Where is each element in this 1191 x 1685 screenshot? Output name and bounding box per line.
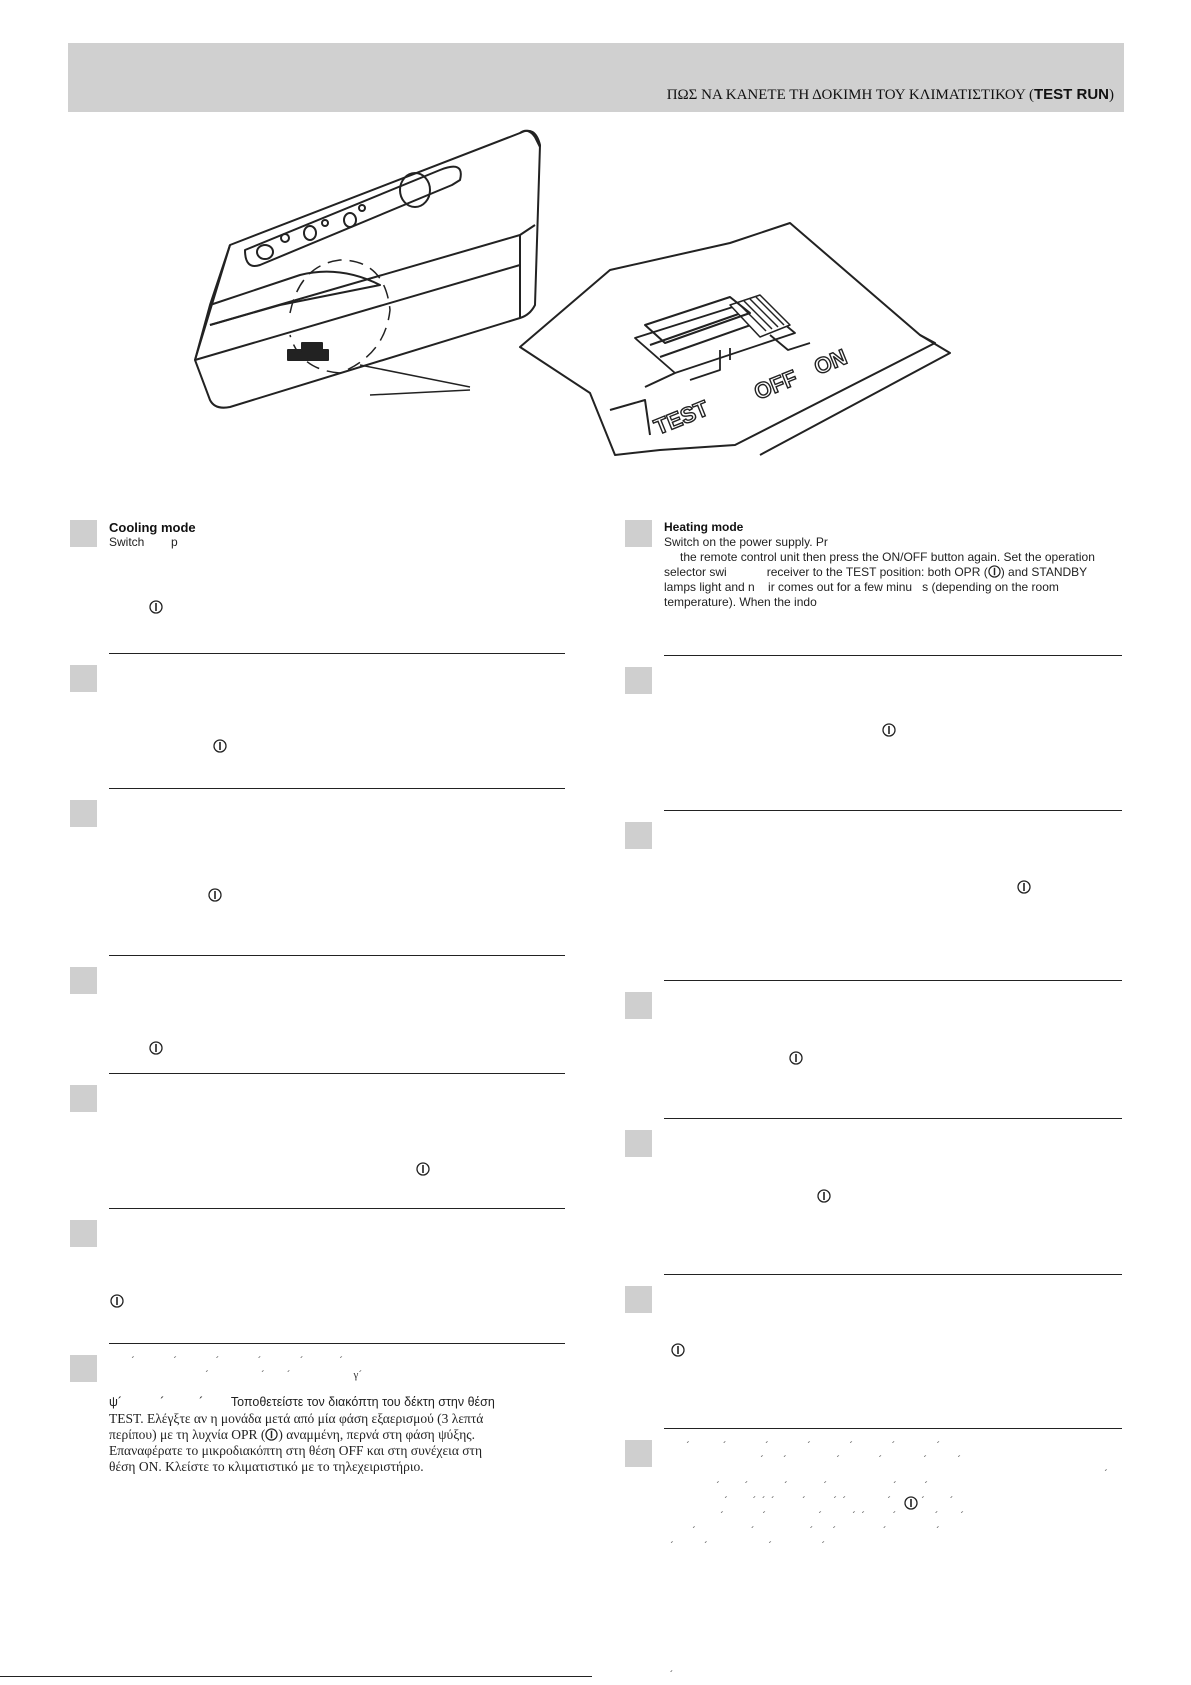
switch-label-test: TEST bbox=[650, 395, 713, 440]
greek-line-5: θέση ON. Κλείστε το κλιματιστικό με το τηλεχειριστήριο. bbox=[109, 1459, 424, 1474]
cooling-mode-text: Switch p bbox=[109, 535, 178, 549]
heating-line-5: temperature). When the indo bbox=[664, 595, 817, 609]
cooling-mode-heading: Cooling mode bbox=[109, 520, 196, 535]
faded-accent-marks: ´ ´ ´ ´ ´ ´ ´ ´ ´ ´ bbox=[724, 1495, 954, 1507]
left-step-3 bbox=[109, 800, 609, 930]
heating-line-3-b: ) and STANDBY bbox=[1000, 565, 1088, 579]
greek-line-3-a: περίπου) με τη λυχνία OPR ( bbox=[109, 1427, 266, 1442]
greek-line-2: TEST. Ελέγξτε αν η μονάδα μετά από μία φάση εξαερισμού (3 λεπτά bbox=[109, 1411, 484, 1426]
separator bbox=[109, 788, 565, 789]
item-square bbox=[70, 800, 97, 827]
opr-symbol-icon bbox=[110, 1294, 124, 1308]
opr-symbol-icon bbox=[789, 1051, 803, 1065]
separator bbox=[109, 1073, 565, 1074]
item-square bbox=[70, 1220, 97, 1247]
opr-symbol-icon bbox=[416, 1162, 430, 1176]
header-bar bbox=[68, 43, 1124, 112]
left-step-6 bbox=[109, 1220, 609, 1330]
right-step-4 bbox=[664, 992, 1122, 1092]
separator bbox=[109, 1208, 565, 1209]
faded-accent-marks: ´ ´ ´ ´ ´ ´ ´ bbox=[686, 1440, 940, 1452]
faded-accent-marks: ´ ´ ´ ´ ´ ´ bbox=[131, 1355, 343, 1367]
item-square bbox=[70, 1085, 97, 1112]
separator bbox=[109, 955, 565, 956]
footer-rule bbox=[0, 1676, 592, 1677]
title-prefix: ΠΩΣ ΝΑ ΚΑΝΕΤΕ ΤΗ ΔΟΚΙΜΗ ΤΟΥ ΚΛΙΜΑΤΙΣΤΙΚΟΥ ( bbox=[666, 87, 1034, 103]
title-bold: TEST RUN bbox=[1034, 86, 1109, 103]
separator bbox=[109, 1343, 565, 1344]
switch-label-on: ON bbox=[810, 344, 851, 380]
title-suffix: ) bbox=[1109, 87, 1114, 103]
separator bbox=[664, 980, 1122, 981]
remote-receiver-illustration bbox=[190, 125, 1010, 470]
cooling-mode-section bbox=[109, 520, 609, 600]
faded-accent-marks: ´ ´ ´ ´ ´ ´ bbox=[716, 1480, 928, 1492]
heating-line-3 bbox=[664, 565, 1122, 580]
heating-line-4: lamps light and n ir comes out for a few minu s (depending on the room bbox=[664, 580, 1059, 594]
opr-symbol-icon bbox=[213, 739, 227, 753]
faded-accent-marks: ´ bbox=[1104, 1468, 1108, 1480]
opr-symbol-icon bbox=[671, 1343, 685, 1357]
separator bbox=[109, 653, 565, 654]
opr-symbol-icon bbox=[1017, 880, 1031, 894]
greek-line-1: ψ´ ´ ´ Τοποθετείστε τον διακόπτη του δέκτη στην θέση bbox=[109, 1395, 495, 1409]
right-step-6 bbox=[664, 1286, 1122, 1396]
item-square bbox=[625, 520, 652, 547]
item-square bbox=[625, 822, 652, 849]
item-square bbox=[70, 520, 97, 547]
separator bbox=[664, 1274, 1122, 1275]
item-square bbox=[70, 967, 97, 994]
opr-symbol-icon bbox=[265, 1428, 278, 1441]
opr-symbol-icon bbox=[149, 600, 163, 614]
switch-label-off: OFF bbox=[750, 364, 801, 405]
item-square bbox=[625, 1440, 652, 1467]
item-square bbox=[70, 1355, 97, 1382]
right-step-7 bbox=[664, 1440, 1122, 1580]
opr-symbol-icon bbox=[988, 565, 1001, 578]
left-step-4 bbox=[109, 967, 609, 1057]
page-title bbox=[667, 86, 1114, 104]
faded-accent-marks: ´ ´ ´ ´ bbox=[670, 1540, 825, 1552]
heating-line-1: Switch on the power supply. Pr bbox=[664, 535, 828, 549]
left-step-5 bbox=[109, 1085, 609, 1195]
greek-line-3-b: ) αναμμένη, περνά στη φάση ψύξης. bbox=[278, 1427, 476, 1442]
right-step-2 bbox=[664, 667, 1122, 777]
item-square bbox=[625, 1130, 652, 1157]
opr-symbol-icon bbox=[208, 888, 222, 902]
greek-line-3 bbox=[109, 1427, 567, 1442]
item-square bbox=[625, 1286, 652, 1313]
opr-symbol-icon bbox=[817, 1189, 831, 1203]
opr-symbol-icon bbox=[149, 1041, 163, 1055]
heating-mode-section bbox=[664, 520, 1122, 620]
faded-accent-marks: ´ ´ ´ γ´ bbox=[205, 1369, 363, 1381]
separator bbox=[664, 1428, 1122, 1429]
item-square bbox=[625, 992, 652, 1019]
separator bbox=[664, 1118, 1122, 1119]
item-square bbox=[625, 667, 652, 694]
item-square bbox=[70, 665, 97, 692]
faded-accent-marks: ´ ´ ´ ´ ´ ´ bbox=[692, 1525, 940, 1537]
left-step-2 bbox=[109, 665, 609, 765]
separator bbox=[664, 655, 1122, 656]
right-step-3 bbox=[664, 822, 1122, 952]
separator bbox=[664, 810, 1122, 811]
greek-test-paragraph bbox=[109, 1355, 567, 1485]
heating-line-2: the remote control unit then press the ON/OFF button again. Set the operation bbox=[680, 550, 1095, 564]
greek-line-4: Επαναφέρατε το μικροδιακόπτη στη θέση OFF και στη συνέχεια στη bbox=[109, 1443, 483, 1458]
right-step-5 bbox=[664, 1130, 1122, 1240]
faded-accent-marks: ´ ´ ´ ´ ´ ´ ´ ´ bbox=[720, 1510, 964, 1522]
opr-symbol-icon bbox=[882, 723, 896, 737]
heating-line-3-a: selector swi receiver to the TEST position: both OPR ( bbox=[664, 565, 988, 579]
footer-mark: ´ bbox=[670, 1670, 674, 1681]
faded-accent-marks: ´ ´ ´ ´ ´ ´ bbox=[760, 1454, 961, 1466]
heating-mode-heading: Heating mode bbox=[664, 520, 744, 534]
opr-symbol-icon bbox=[904, 1496, 918, 1510]
